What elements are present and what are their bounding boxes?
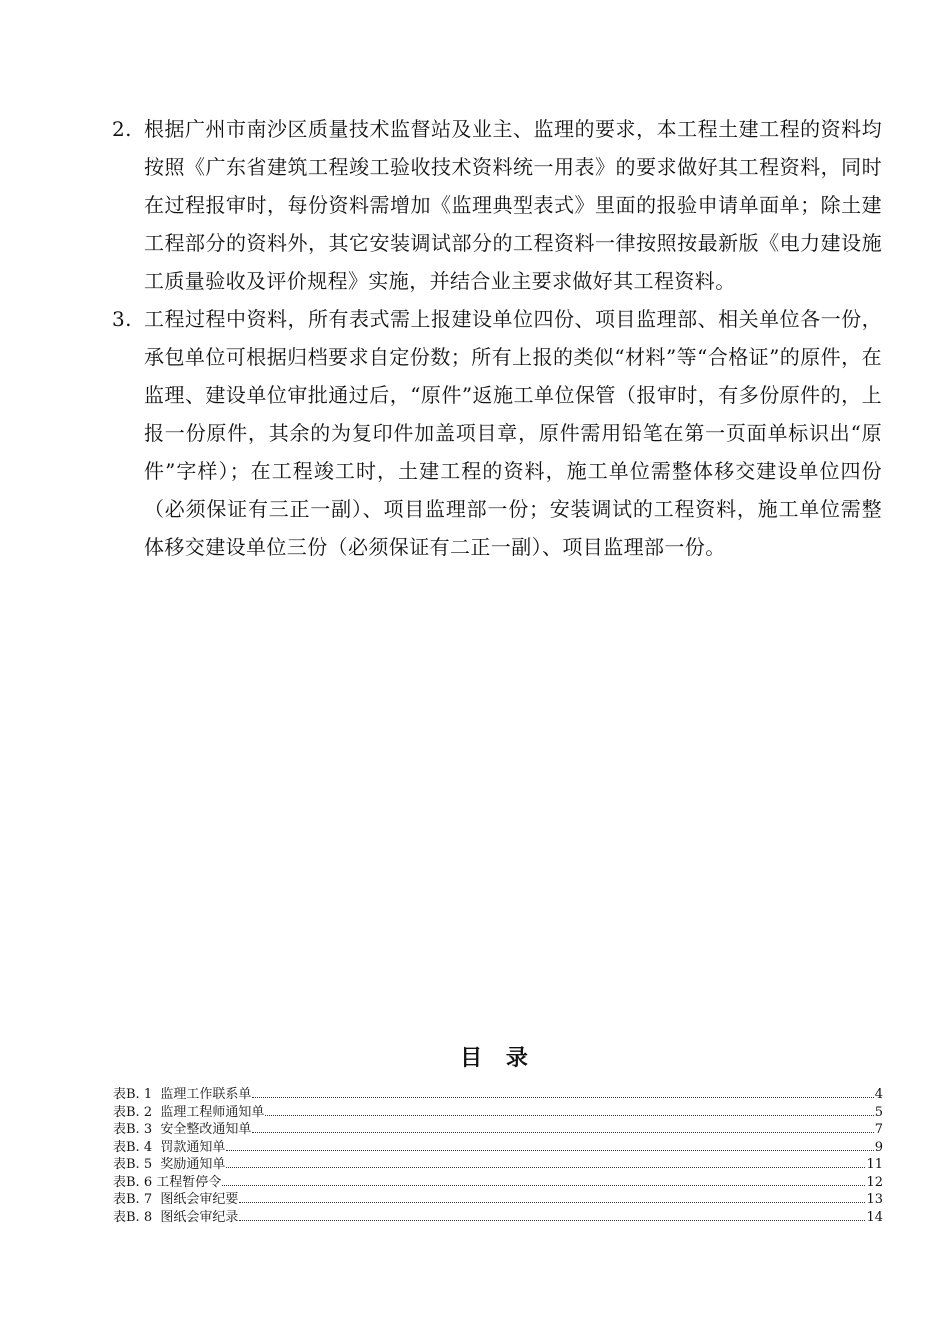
- toc-entry-page: 9: [874, 1139, 883, 1155]
- toc-entry-label: 表B. 2 监理工程师通知单: [113, 1104, 265, 1120]
- toc-dot-leader: [222, 1185, 865, 1186]
- toc-entry-page: 4: [874, 1087, 883, 1102]
- toc-entry-page: 12: [866, 1174, 883, 1190]
- toc-entry-page: 7: [874, 1122, 883, 1137]
- toc-entry-page: 14: [866, 1209, 883, 1225]
- list-item-text: 根据广州市南沙区质量技术监督站及业主、监理的要求，本工程土建工程的资料均按照《广东省建筑工程竣工验收技术资料统一用表》的要求做好其工程资料，同时在过程报审时，每份资料需增加《监理典型表式》里面的报验申请单面单；除土建工程部分的资料外，其它安装调试部分的工程资料一律按照按最新版《电力建设施工质量验收及评价规程》实施，并结合业主要求做好其工程资料。: [144, 117, 882, 293]
- toc-dot-leader: [239, 1220, 865, 1221]
- toc-entry-label: 表B. 4 罚款通知单: [113, 1139, 226, 1155]
- toc-entry[interactable]: [113, 1174, 883, 1192]
- toc-entry-label: 表B. 1 监理工作联系单: [113, 1087, 252, 1102]
- toc-dot-leader: [239, 1202, 865, 1203]
- toc-entry-label: 表B. 3 安全整改通知单: [113, 1122, 252, 1137]
- list-item-number: 3.: [112, 307, 132, 331]
- toc-entry-page: 13: [866, 1192, 883, 1207]
- toc-entry-label: 表B. 5 奖励通知单: [113, 1157, 226, 1172]
- list-item-text: 工程过程中资料，所有表式需上报建设单位四份、项目监理部、相关单位各一份，承包单位可根据归档要求自定份数；所有上报的类似“材料”等“合格证”的原件，在监理、建设单位审批通过后，“原件”返施工单位保管（报审时，有多份原件的，上报一份原件，其余的为复印件加盖项目章，原件需用铅笔在第一页面单标识出“原件”字样）；在工程竣工时，土建工程的资料，施工单位需整体移交建设单位四份（必须保证有三正一副）、项目监理部一份；安装调试的工程资料，施工单位需整体移交建设单位三份（必须保证有二正一副）、项目监理部一份。: [144, 307, 882, 559]
- toc-dot-leader: [226, 1167, 865, 1168]
- toc-entry[interactable]: [113, 1121, 883, 1139]
- toc-dot-leader: [252, 1132, 873, 1133]
- list-item-number: 2.: [112, 117, 132, 141]
- numbered-list: [112, 110, 882, 566]
- toc-entry[interactable]: [113, 1156, 883, 1174]
- toc-entry[interactable]: [113, 1104, 883, 1122]
- toc-entry-page: 5: [874, 1104, 883, 1120]
- toc-entry[interactable]: [113, 1209, 883, 1227]
- toc-title: 目 录: [460, 1045, 536, 1071]
- list-item: [112, 300, 882, 566]
- toc-dot-leader: [265, 1115, 873, 1116]
- toc-entry-label: 表B. 7 图纸会审纪要: [113, 1192, 239, 1207]
- table-of-contents: [113, 1040, 883, 1226]
- toc-entry[interactable]: [113, 1139, 883, 1157]
- toc-entry-label: 表B. 6 工程暂停令: [113, 1174, 222, 1190]
- toc-entry-page: 11: [866, 1157, 883, 1172]
- toc-entry[interactable]: [113, 1191, 883, 1209]
- toc-entry[interactable]: [113, 1086, 883, 1104]
- toc-dot-leader: [226, 1150, 873, 1151]
- toc-dot-leader: [252, 1097, 873, 1098]
- toc-entry-label: 表B. 8 图纸会审纪录: [113, 1209, 239, 1225]
- list-item: [112, 110, 882, 300]
